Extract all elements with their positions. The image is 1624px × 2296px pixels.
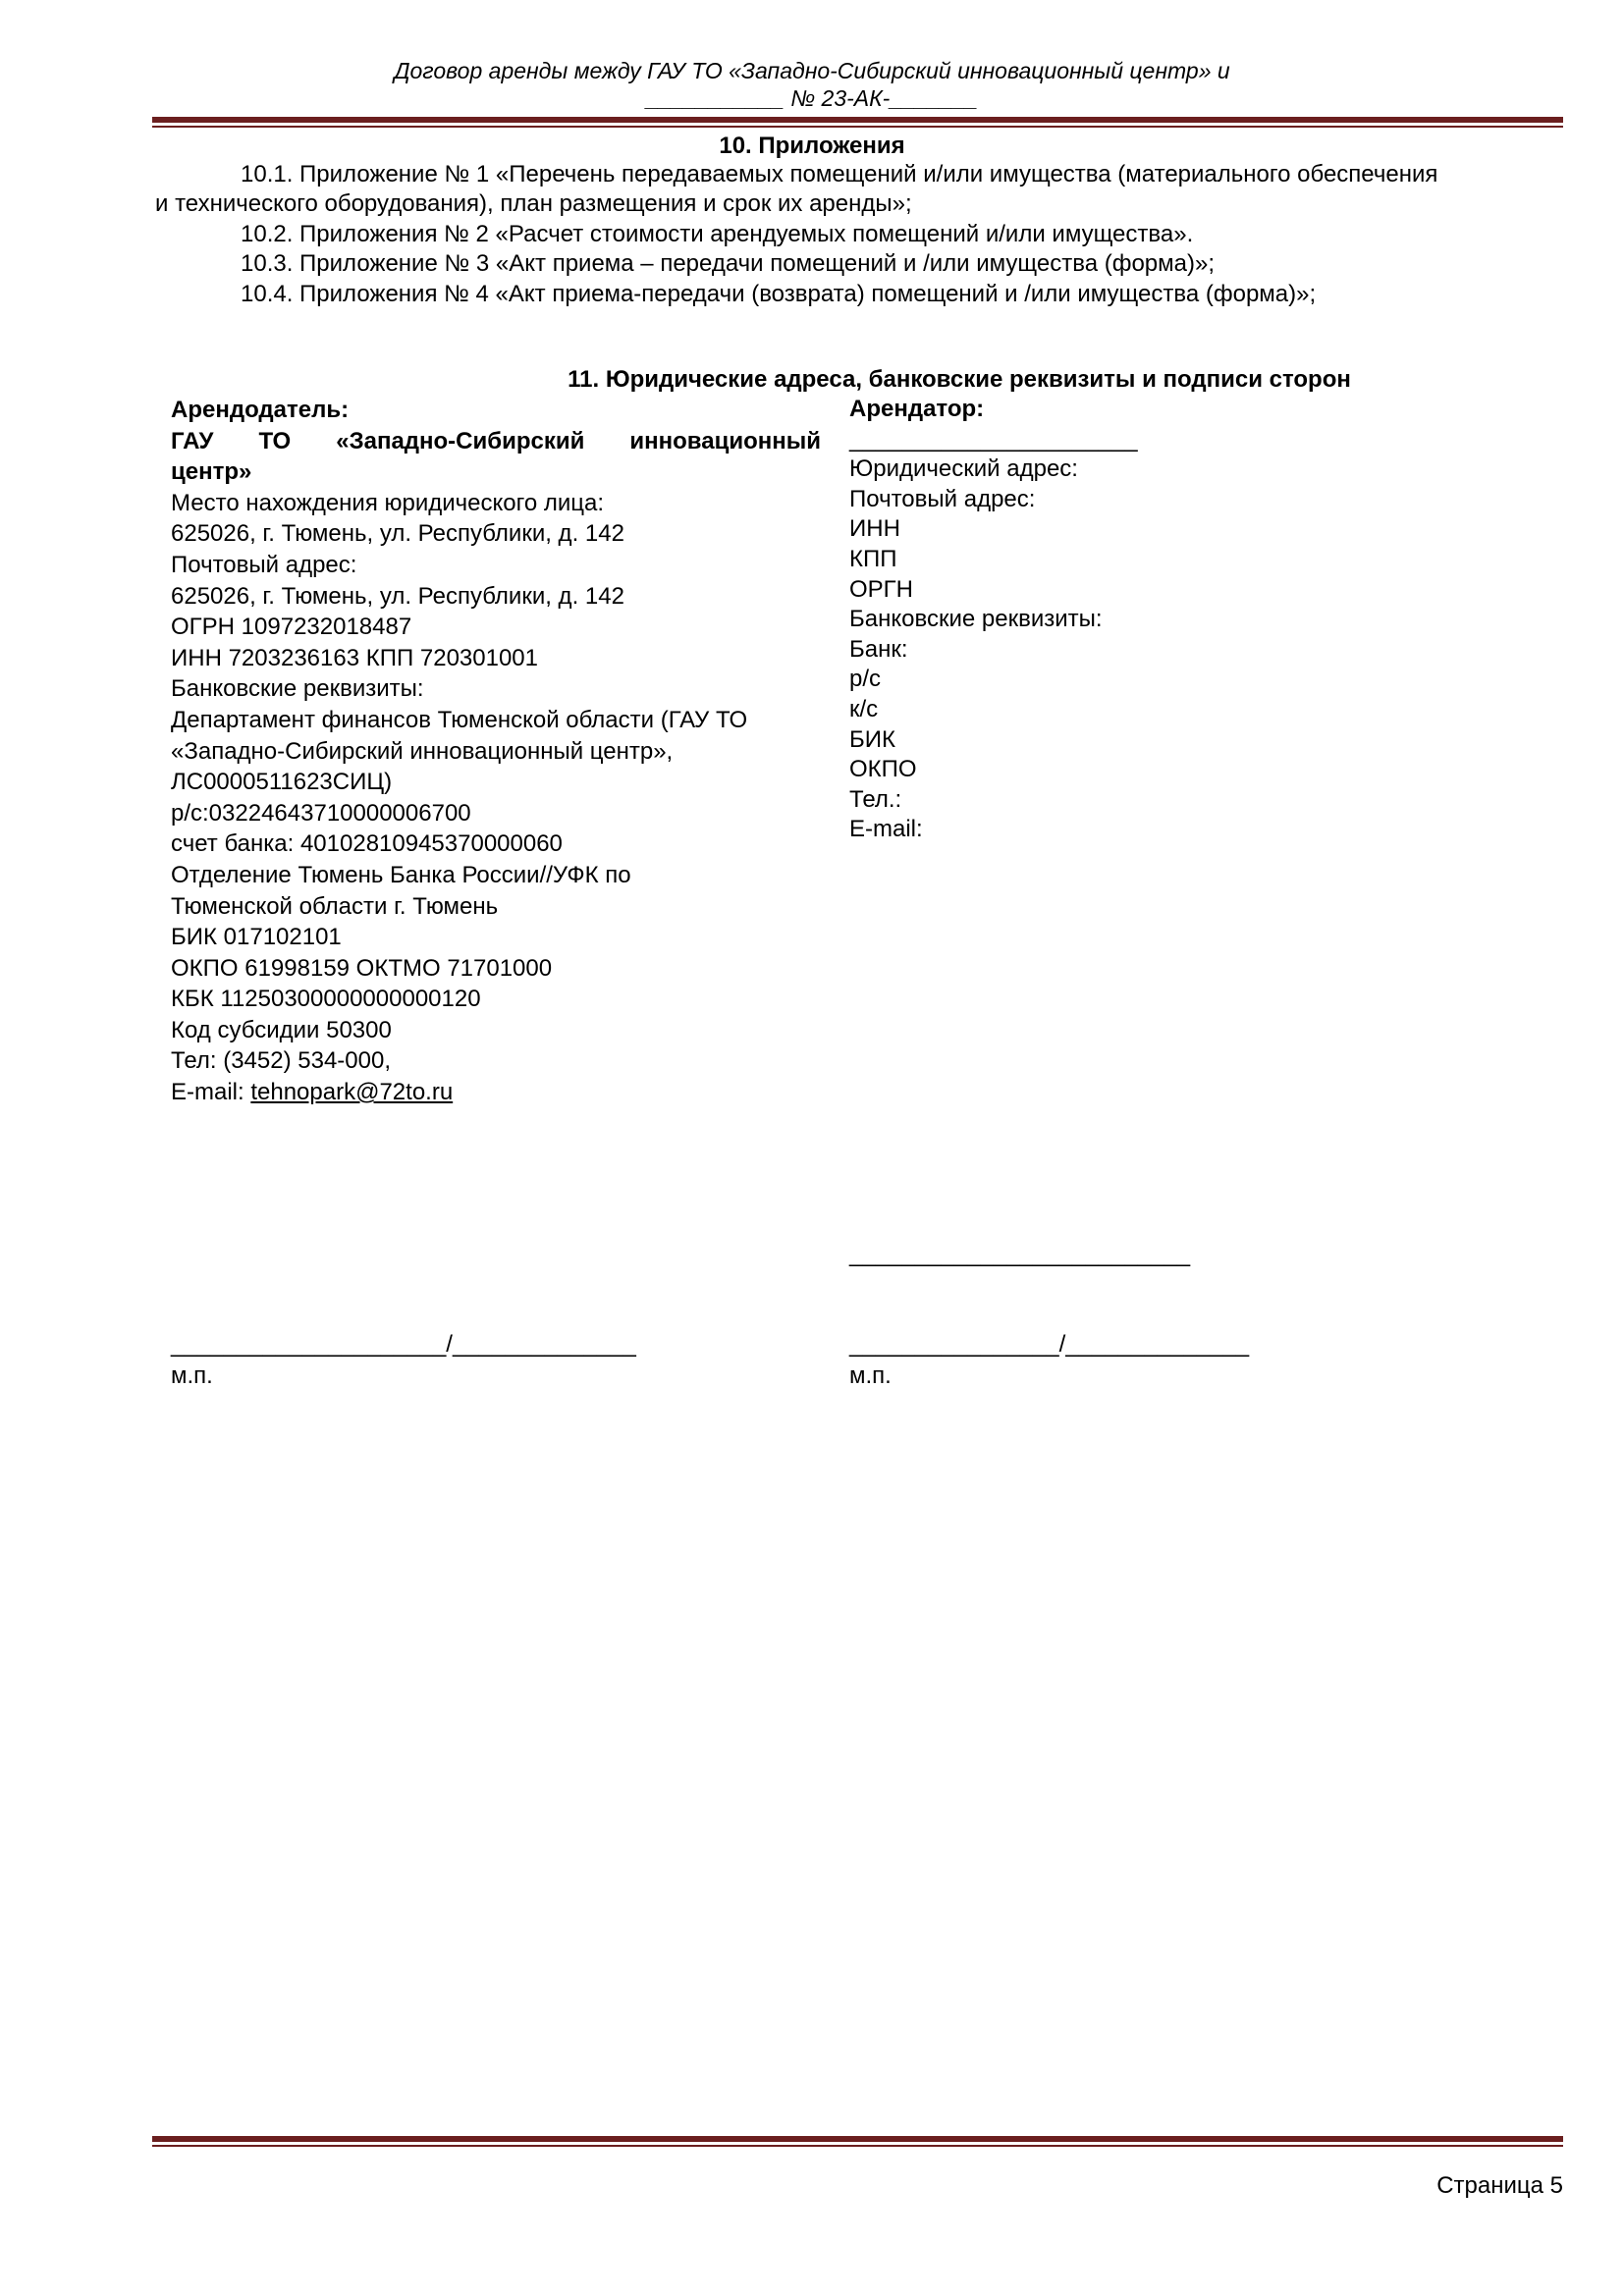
header-rule-thick (152, 117, 1563, 123)
header-title: Договор аренды между ГАУ ТО «Западно-Сибирский инновационный центр» и (394, 58, 1230, 83)
lessor-org-name (171, 426, 821, 457)
appendix-4: 10.4. Приложения № 4 «Акт приема-передачи (возврата) помещений и /или имущества (форма)»; (241, 281, 1317, 307)
section-10-title: 10. Приложения (719, 133, 905, 159)
appendix-2: 10.2. Приложения № 2 «Расчет стоимости арендуемых помещений и/или имущества». (241, 221, 1194, 247)
lessee-column (849, 395, 1138, 845)
lessor-detail-line: счет банка: 40102810945370000060 (171, 830, 563, 858)
lessee-detail-line: ОКПО (849, 756, 917, 783)
footer-rule-thick (152, 2136, 1563, 2142)
lessor-detail-line: Тюменской области г. Тюмень (171, 892, 499, 920)
lessor-heading: Арендодатель: (171, 397, 350, 423)
lessor-detail-line: Код субсидии 50300 (171, 1016, 392, 1043)
lessee-detail-line: ОРГН (849, 575, 914, 603)
lessor-email-label: E-mail: (171, 1079, 251, 1106)
header-contract-number: ___________ № 23-АК-_______ (646, 85, 978, 111)
page-number: Страница 5 (1436, 2172, 1563, 2199)
lessee-name-line: __________________________ (849, 1241, 1191, 1267)
lessee-detail-line: к/с (849, 695, 879, 722)
lessor-column (171, 395, 821, 1108)
lessor-email-link[interactable]: tehnopark@72to.ru (250, 1079, 454, 1106)
lessee-detail-line: Юридический адрес: (849, 455, 1078, 483)
lessor-signature-line: _____________________/______________ (171, 1331, 636, 1358)
lessee-detail-line: Тел.: (849, 785, 902, 813)
lessee-heading: Арендатор: (849, 396, 985, 422)
lessor-org-word: «Западно-Сибирский (336, 427, 585, 454)
lessor-detail-line: 625026, г. Тюмень, ул. Республики, д. 142 (171, 582, 624, 610)
appendix-1-line-2: и технического оборудования), план размещения и срок их аренды»; (155, 190, 912, 217)
lessor-detail-line: р/с:03224643710000006700 (171, 799, 471, 827)
lessor-detail-line: ОКПО 61998159 ОКТМО 71701000 (171, 954, 553, 982)
lessee-name-blank: ______________________ (849, 425, 1138, 453)
lessor-org-name-cont: центр» (171, 458, 252, 486)
lessee-detail-line: КПП (849, 545, 897, 572)
lessee-detail-line: Банковские реквизиты: (849, 606, 1103, 633)
appendix-1-line-1: 10.1. Приложение № 1 «Перечень передаваемых помещений и/или имущества (материального обеспечения (241, 161, 1438, 187)
lessor-email-line (171, 1077, 821, 1108)
lessee-detail-line: Почтовый адрес: (849, 485, 1036, 512)
appendix-3: 10.3. Приложение № 3 «Акт приема – передачи помещений и /или имущества (форма)»; (241, 250, 1215, 277)
lessor-detail-line: «Западно-Сибирский инновационный центр», (171, 737, 674, 765)
lessor-org-word: ГАУ (171, 427, 214, 454)
lessee-detail-line: E-mail: (849, 816, 923, 843)
lessor-detail-line: ИНН 7203236163 КПП 720301001 (171, 644, 539, 671)
lessor-detail-line: Место нахождения юридического лица: (171, 489, 605, 516)
lessee-detail-line: Банк: (849, 635, 908, 663)
lessor-org-word: инновационный (629, 427, 821, 454)
lessee-detail-line: БИК (849, 725, 895, 753)
lessor-stamp-label: м.п. (171, 1362, 213, 1389)
lessor-detail-line: КБК 11250300000000000120 (171, 986, 481, 1013)
lessor-detail-line: ЛС0000511623СИЦ) (171, 769, 393, 796)
lessor-detail-line: Отделение Тюмень Банка России//УФК по (171, 861, 631, 888)
lessor-detail-line: 625026, г. Тюмень, ул. Республики, д. 142 (171, 520, 624, 548)
lessee-detail-line: р/с (849, 666, 882, 693)
lessee-signature-line: ________________/______________ (849, 1331, 1250, 1358)
lessor-detail-line: Банковские реквизиты: (171, 675, 424, 703)
section-11-title: 11. Юридические адреса, банковские реквизиты и подписи сторон (568, 366, 1351, 393)
lessor-org-word: ТО (258, 427, 292, 454)
lessor-detail-line: Тел: (3452) 534-000, (171, 1047, 391, 1075)
lessee-detail-line: ИНН (849, 515, 900, 543)
lessee-stamp-label: м.п. (849, 1362, 892, 1389)
footer-rule-thin (152, 2145, 1563, 2147)
lessor-detail-line: ОГРН 1097232018487 (171, 614, 412, 641)
lessor-detail-line: Почтовый адрес: (171, 551, 357, 578)
lessor-detail-line: Департамент финансов Тюменской области (ГАУ ТО (171, 706, 748, 733)
header-rule-thin (152, 126, 1563, 128)
lessor-detail-line: БИК 017102101 (171, 924, 342, 951)
